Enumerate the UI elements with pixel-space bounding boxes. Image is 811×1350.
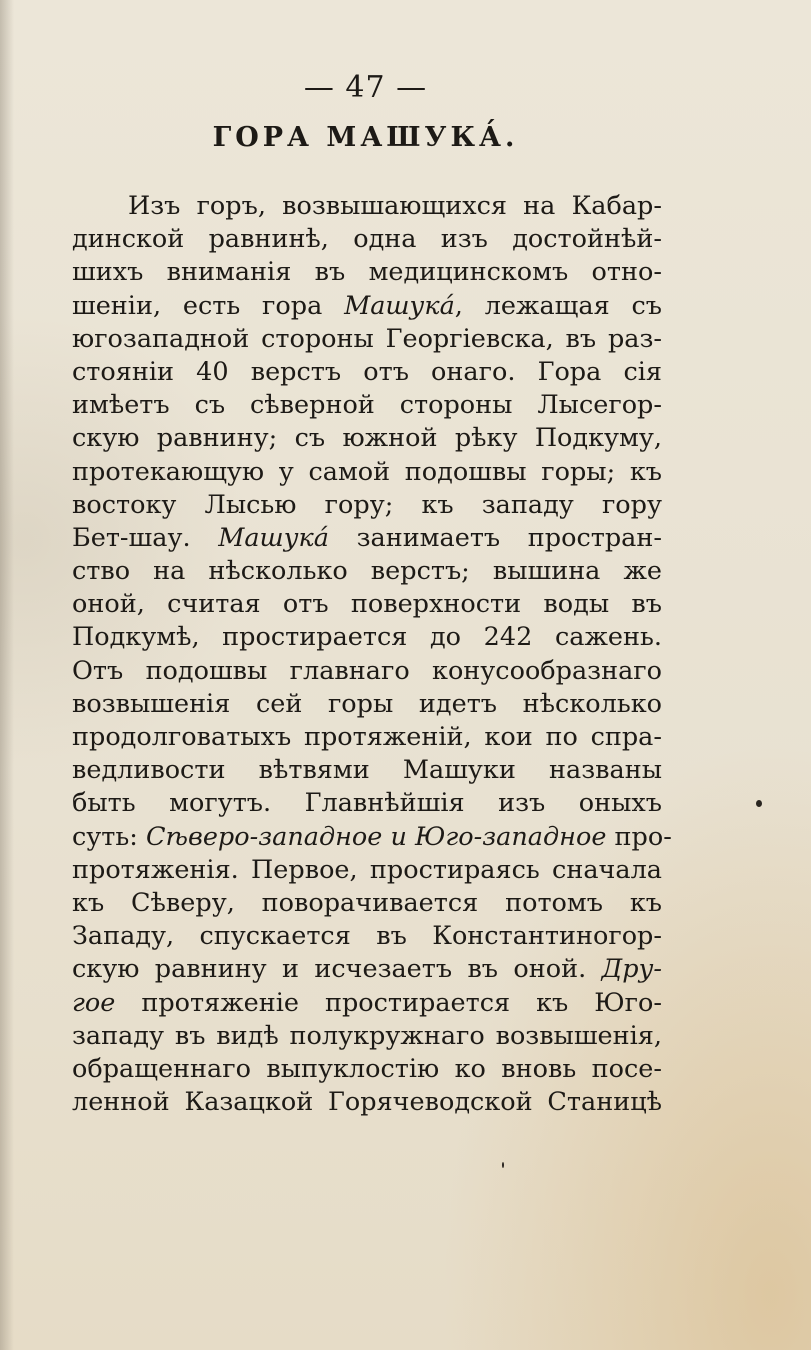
text-run: про- [606, 821, 672, 852]
text-line [72, 223, 662, 256]
text-run: ство на нѣсколько верстъ; вышина же [72, 556, 662, 587]
text-line [72, 754, 662, 787]
italic-text: Машука́ [218, 522, 329, 553]
text-line [72, 1053, 662, 1086]
text-run: востоку Лысью гору; къ западу гору [72, 489, 662, 520]
text-line [72, 854, 662, 887]
text-line [72, 489, 662, 522]
ink-speck [502, 1162, 504, 1168]
text-run: скую равнину и исчезаетъ въ оной. [72, 954, 602, 985]
text-line [72, 821, 672, 854]
text-run: шеніи, есть гора [72, 290, 345, 321]
italic-text: Сѣверо-западное и Юго-западное [145, 821, 607, 852]
text-run: протяженія. Первое, простираясь сначала [72, 854, 662, 885]
italic-text: гое [72, 987, 116, 1018]
text-line [72, 787, 662, 820]
text-run: скую равнину; съ южной рѣку Подкуму, [72, 423, 662, 454]
text-run: оной, считая отъ поверхности воды въ [72, 589, 662, 620]
text-run: Подкумѣ, простирается до 242 сажень. [72, 622, 662, 653]
text-run: шихъ вниманія въ медицинскомъ отно- [72, 257, 662, 288]
text-line [72, 555, 662, 588]
text-line [72, 721, 662, 754]
text-run: обращеннаго выпуклостію ко вновь посе- [72, 1053, 662, 1084]
text-run: Изъ горъ, возвышающихся на Кабар- [128, 191, 662, 221]
text-line [72, 256, 662, 289]
text-line [72, 1020, 662, 1053]
italic-text: Машука́ [344, 290, 455, 321]
text-line [72, 953, 662, 986]
italic-text: Дру- [601, 954, 662, 985]
text-line [72, 920, 662, 953]
text-run: Западу, спускается въ Константиногор- [72, 921, 662, 952]
text-line [72, 588, 662, 621]
text-run: ведливости вѣтвями Машуки названы [72, 755, 662, 786]
text-line [72, 356, 662, 389]
text-run: суть: [72, 821, 146, 852]
text-line [72, 290, 662, 323]
text-line [72, 323, 662, 356]
binding-shadow [0, 0, 14, 1350]
page-number: — 47 — [303, 70, 428, 105]
text-line [72, 688, 662, 721]
text-line [72, 422, 662, 455]
text-line [72, 887, 662, 920]
text-run: динской равнинѣ, одна изъ достойнѣй- [72, 224, 662, 255]
text-run: быть могутъ. Главнѣйшія изъ оныхъ [72, 788, 662, 819]
text-run: Бет-шау. [72, 522, 219, 553]
text-line [72, 389, 662, 422]
text-run: продолговатыхъ протяженій, кои по спра- [72, 722, 662, 752]
text-run: югозападной стороны Георгіевска, въ раз- [72, 323, 662, 354]
text-run: возвышенія сей горы идетъ нѣсколько [72, 688, 662, 719]
text-run: имѣетъ съ сѣверной стороны Лысегор- [72, 390, 662, 421]
text-line [72, 522, 662, 555]
page-title: ГОРА МАШУКА́. [212, 122, 519, 153]
text-run: стояніи 40 верстъ отъ онаго. Гора сія [72, 356, 662, 387]
text-run: западу въ видѣ полукружнаго возвышенія, [72, 1020, 662, 1051]
text-run: , лежащая съ [454, 290, 662, 321]
text-line [72, 655, 662, 688]
text-run: ленной Казацкой Горячеводской Станицѣ [72, 1087, 662, 1118]
text-run: Отъ подошвы главнаго конусообразнаго [72, 655, 662, 686]
text-run: протяженіе простирается къ Юго- [115, 987, 662, 1018]
text-run: протекающую у самой подошвы горы; къ [72, 456, 662, 487]
text-line [72, 987, 662, 1020]
body-text [72, 190, 672, 1119]
text-line [72, 456, 662, 489]
ink-speck [756, 800, 762, 807]
text-run: занимаетъ простран- [328, 522, 662, 553]
text-run: къ Сѣверу, поворачивается потомъ къ [72, 887, 662, 918]
text-line [72, 1086, 662, 1119]
text-line [72, 621, 662, 654]
text-line [72, 190, 662, 223]
